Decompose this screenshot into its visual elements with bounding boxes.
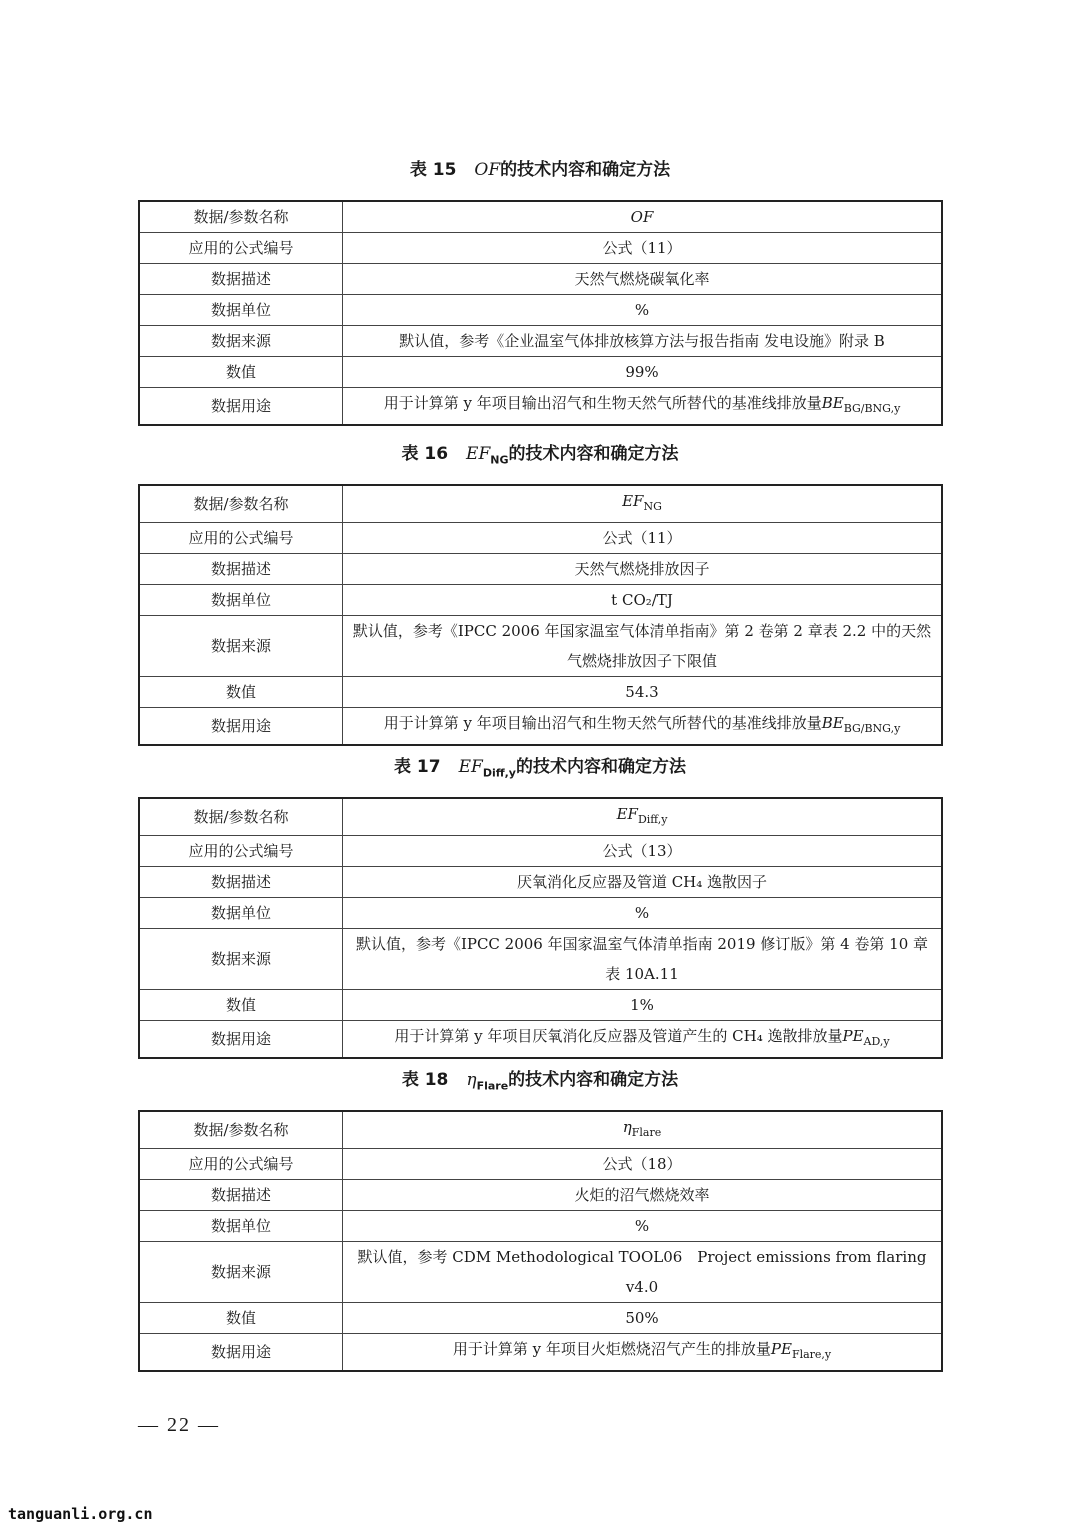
row-value: 天然气燃烧碳氧化率 (343, 264, 943, 295)
row-label: 应用的公式编号 (139, 1149, 343, 1180)
row-label: 数据描述 (139, 264, 343, 295)
caption-number: 表 17 (394, 757, 441, 777)
symbol-sub: Flare (631, 1126, 662, 1139)
table-row (139, 677, 942, 708)
watermark: tanguanli.org.cn (8, 1505, 153, 1523)
caption-title: 的技术内容和确定方法 (508, 444, 679, 464)
table-row (139, 485, 942, 523)
use-symbol: BE (821, 714, 844, 732)
use-symbol: BE (821, 394, 844, 412)
caption-title: 的技术内容和确定方法 (515, 757, 686, 777)
table-15 (138, 200, 943, 426)
row-label: 数据用途 (139, 1021, 343, 1059)
table-row (139, 388, 942, 426)
row-value: 默认值，参考《IPCC 2006 年国家温室气体清单指南 2019 修订版》第 4 卷第 10 章表 10A.11 (343, 929, 943, 990)
row-label: 数据描述 (139, 867, 343, 898)
use-symbol: PE (842, 1027, 864, 1045)
caption-symbol-sub: Diff,y (482, 766, 516, 780)
table-16 (138, 484, 943, 746)
row-value: 默认值，参考《IPCC 2006 年国家温室气体清单指南》第 2 卷第 2 章表 2.2 中的天然气燃烧排放因子下限值 (343, 616, 943, 677)
symbol: η (622, 1118, 632, 1136)
table-row (139, 867, 942, 898)
row-value (343, 1021, 943, 1059)
row-label: 数据来源 (139, 1242, 343, 1303)
row-label: 数据/参数名称 (139, 1111, 343, 1149)
table-18 (138, 1110, 943, 1372)
row-value: 1% (343, 990, 943, 1021)
caption-symbol: EF (466, 444, 491, 464)
row-label: 数据/参数名称 (139, 798, 343, 836)
row-value: 公式（13） (343, 836, 943, 867)
row-label: 数据用途 (139, 1334, 343, 1372)
table-row (139, 357, 942, 388)
row-label: 数据单位 (139, 898, 343, 929)
table-row (139, 1111, 942, 1149)
use-subscript: AD,y (863, 1035, 890, 1048)
row-value (343, 798, 943, 836)
row-label: 应用的公式编号 (139, 523, 343, 554)
table-row (139, 1334, 942, 1372)
row-value: 天然气燃烧排放因子 (343, 554, 943, 585)
use-text: 用于计算第 y 年项目输出沼气和生物天然气所替代的基准线排放量 (383, 714, 822, 732)
row-value (343, 485, 943, 523)
use-subscript: BG/BNG,y (843, 722, 901, 735)
symbol-sub: Diff,y (637, 813, 668, 826)
row-value: 公式（18） (343, 1149, 943, 1180)
row-value (343, 1334, 943, 1372)
row-value: 默认值，参考《企业温室气体排放核算方法与报告指南 发电设施》附录 B (343, 326, 943, 357)
table-17-caption (0, 755, 1080, 785)
table-row (139, 898, 942, 929)
row-label: 数据/参数名称 (139, 485, 343, 523)
row-label: 数据单位 (139, 585, 343, 616)
table-row (139, 708, 942, 746)
use-text: 用于计算第 y 年项目厌氧消化反应器及管道产生的 CH₄ 逸散排放量 (394, 1027, 843, 1045)
row-label: 数据描述 (139, 1180, 343, 1211)
symbol: EF (622, 492, 644, 510)
row-value (343, 708, 943, 746)
table-row (139, 836, 942, 867)
row-value (343, 1111, 943, 1149)
use-symbol: PE (770, 1340, 792, 1358)
table-row (139, 233, 942, 264)
table-row (139, 1211, 942, 1242)
table-row (139, 1242, 942, 1303)
table-row (139, 201, 942, 233)
use-text: 用于计算第 y 年项目火炬燃烧沼气产生的排放量 (452, 1340, 771, 1358)
caption-symbol: OF (474, 160, 501, 180)
row-value: 厌氧消化反应器及管道 CH₄ 逸散因子 (343, 867, 943, 898)
row-value: % (343, 898, 943, 929)
row-label: 数据来源 (139, 326, 343, 357)
table-row (139, 990, 942, 1021)
row-label: 数值 (139, 677, 343, 708)
row-label: 应用的公式编号 (139, 836, 343, 867)
row-label: 数据/参数名称 (139, 201, 343, 233)
table-18-caption (0, 1068, 1080, 1098)
caption-symbol-sub: Flare (476, 1079, 509, 1093)
row-value: % (343, 295, 943, 326)
symbol: EF (616, 805, 638, 823)
row-value: 99% (343, 357, 943, 388)
use-text: 用于计算第 y 年项目输出沼气和生物天然气所替代的基准线排放量 (383, 394, 822, 412)
row-value: % (343, 1211, 943, 1242)
row-label: 数据描述 (139, 554, 343, 585)
row-value: 50% (343, 1303, 943, 1334)
caption-title: 的技术内容和确定方法 (500, 160, 671, 180)
row-value: OF (343, 201, 943, 233)
row-label: 应用的公式编号 (139, 233, 343, 264)
row-label: 数值 (139, 990, 343, 1021)
symbol-sub: NG (643, 500, 662, 513)
table-row (139, 295, 942, 326)
row-value: 公式（11） (343, 233, 943, 264)
caption-symbol-sub: NG (490, 453, 509, 467)
row-label: 数值 (139, 1303, 343, 1334)
table-row (139, 616, 942, 677)
row-value: 火炬的沼气燃烧效率 (343, 1180, 943, 1211)
table-row (139, 326, 942, 357)
caption-number: 表 15 (409, 160, 457, 180)
row-label: 数值 (139, 357, 343, 388)
table-row (139, 798, 942, 836)
row-label: 数据来源 (139, 616, 343, 677)
row-label: 数据用途 (139, 388, 343, 426)
row-label: 数据来源 (139, 929, 343, 990)
row-value: t CO₂/TJ (343, 585, 943, 616)
table-15-caption (0, 158, 1080, 182)
table-row (139, 264, 942, 295)
caption-number: 表 18 (401, 1070, 449, 1090)
table-row (139, 1021, 942, 1059)
table-row (139, 1303, 942, 1334)
table-row (139, 929, 942, 990)
row-value: 默认值，参考 CDM Methodological TOOL06 Project emissions from flaring v4.0 (343, 1242, 943, 1303)
use-subscript: Flare,y (791, 1348, 832, 1361)
row-value: 54.3 (343, 677, 943, 708)
table-17 (138, 797, 943, 1059)
table-row (139, 523, 942, 554)
caption-symbol: EF (458, 757, 483, 777)
table-row (139, 554, 942, 585)
table-row (139, 1180, 942, 1211)
use-subscript: BG/BNG,y (843, 402, 901, 415)
table-16-caption (0, 442, 1080, 472)
row-label: 数据单位 (139, 1211, 343, 1242)
row-label: 数据单位 (139, 295, 343, 326)
row-value (343, 388, 943, 426)
table-row (139, 585, 942, 616)
caption-symbol: η (466, 1070, 477, 1090)
caption-title: 的技术内容和确定方法 (508, 1070, 679, 1090)
row-value: 公式（11） (343, 523, 943, 554)
page-number: — 22 — (138, 1414, 220, 1436)
table-row (139, 1149, 942, 1180)
caption-number: 表 16 (401, 444, 449, 464)
row-label: 数据用途 (139, 708, 343, 746)
